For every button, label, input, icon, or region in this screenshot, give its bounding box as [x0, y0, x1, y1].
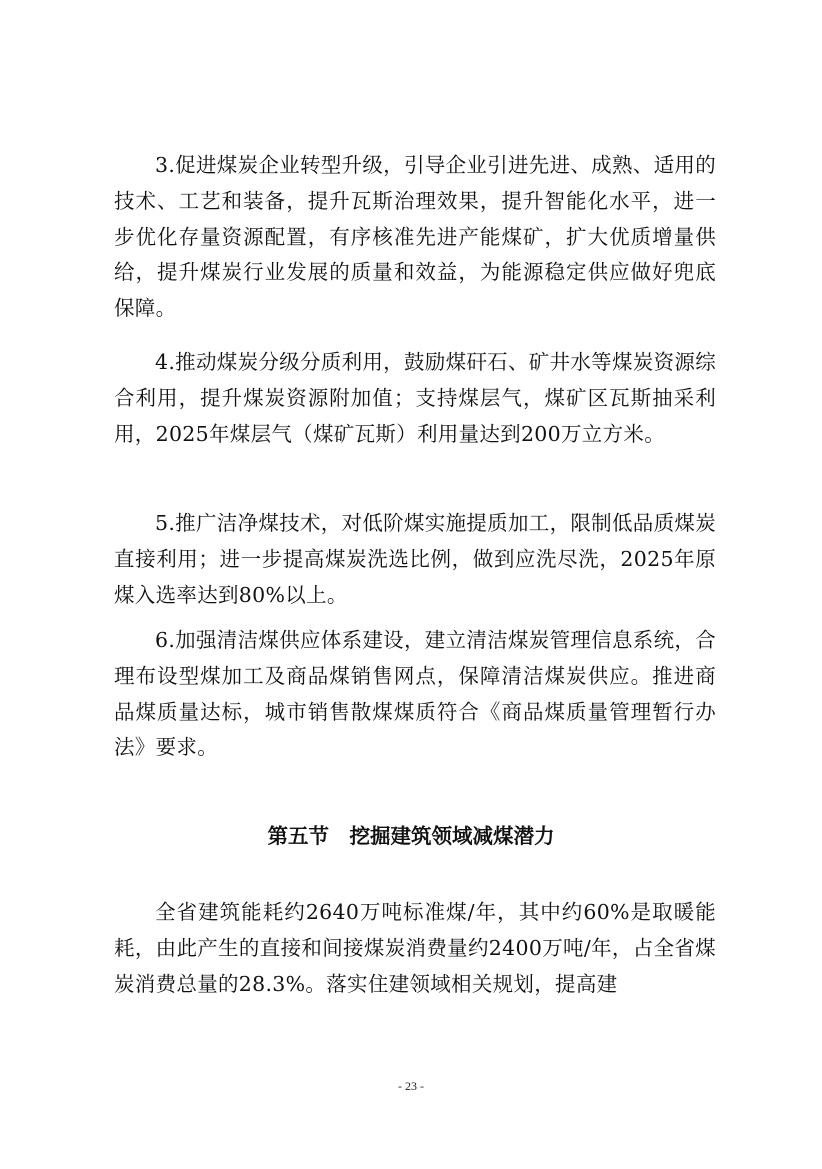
section-body-paragraph: 全省建筑能耗约2640万吨标准煤/年，其中约60%是取暖能耗，由此产生的直接和间接煤炭消费量约2400万吨/年，占全省煤炭消费总量的28.3%。落实住建领域相关规划，提高建: [114, 900, 716, 996]
paragraph-item-4: 4.推动煤炭分级分质利用，鼓励煤矸石、矿井水等煤炭资源综合利用，提升煤炭资源附加值；支持煤层气，煤矿区瓦斯抽采利用，2025年煤层气（煤矿瓦斯）利用量达到200万立方米。: [114, 350, 716, 446]
paragraph-item-5: 5.推广洁净煤技术，对低阶煤实施提质加工，限制低品质煤炭直接利用；进一步提高煤炭洗选比例，做到应洗尽洗，2025年原煤入选率达到80%以上。: [114, 511, 716, 607]
paragraph-item-6: 6.加强清洁煤供应体系建设，建立清洁煤炭管理信息系统，合理布设型煤加工及商品煤销售网点，保障清洁煤炭供应。推进商品煤质量达标，城市销售散煤煤质符合《商品煤质量管理暂行办法》要求。: [114, 628, 716, 760]
page-number: - 23 -: [398, 1079, 424, 1093]
paragraph-item-3: 3.促进煤炭企业转型升级，引导企业引进先进、成熟、适用的技术、工艺和装备，提升瓦斯治理效果，提升智能化水平，进一步优化存量资源配置，有序核准先进产能煤矿，扩大优质增量供给，提升煤炭行业发展的质量和效益，为能源稳定供应做好兜底保障。: [114, 153, 716, 321]
section-heading: 第五节 挖掘建筑领域减煤潜力: [267, 824, 555, 848]
